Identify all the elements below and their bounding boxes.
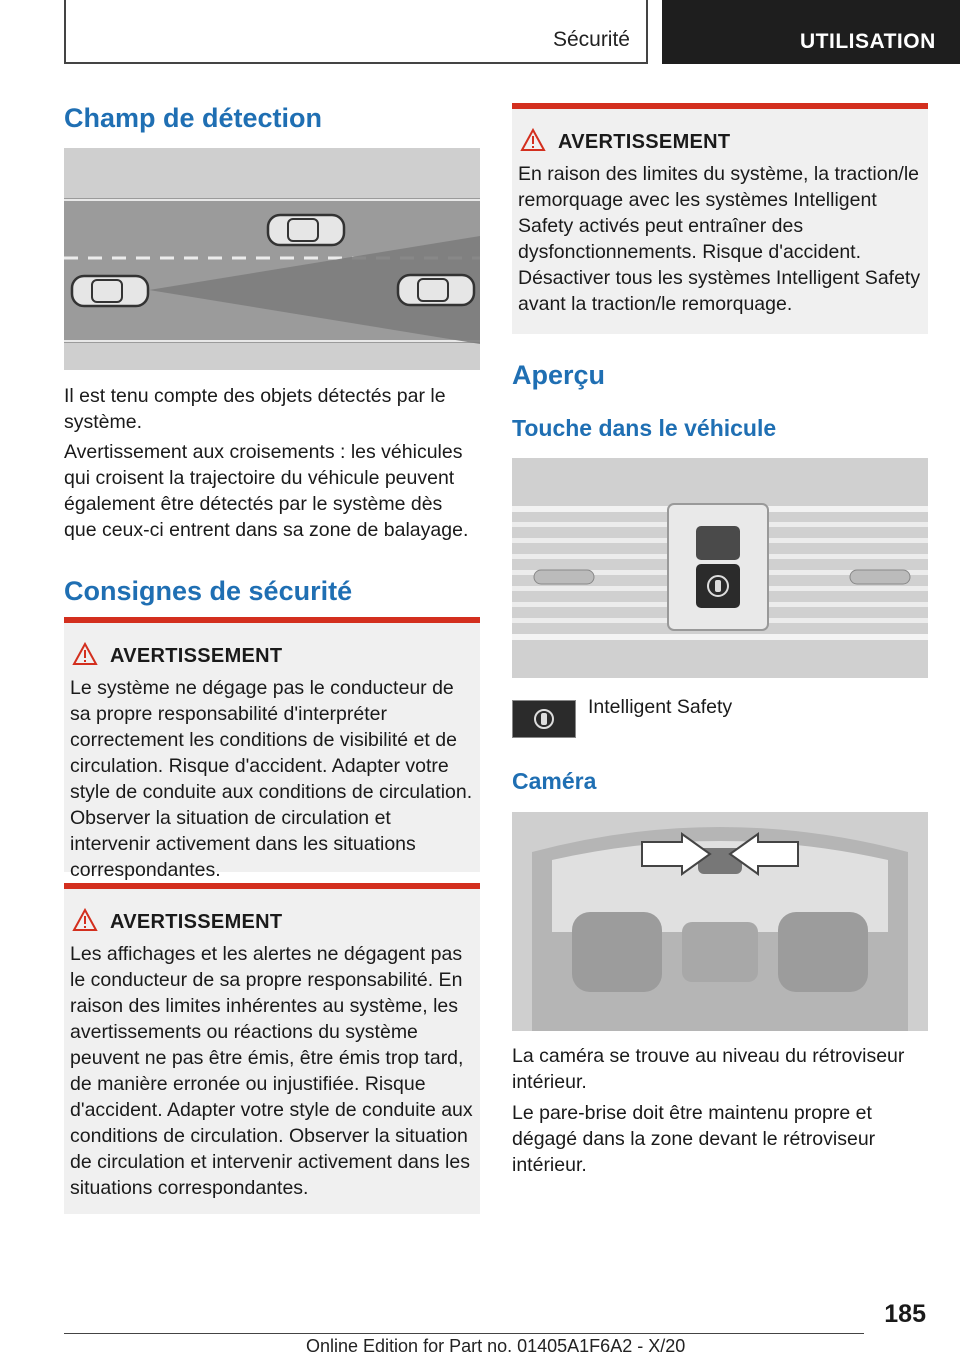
page-number: 185 xyxy=(884,1300,926,1328)
warning-triangle-icon xyxy=(72,642,98,666)
car-icon xyxy=(268,215,344,245)
heading-safety: Consignes de sécurité xyxy=(64,576,353,606)
car-interior-illustration xyxy=(512,812,928,1031)
warning-box-towing xyxy=(512,103,928,334)
heading-touche: Touche dans le véhicule xyxy=(512,415,777,441)
camera-paragraph-1: La caméra se trouve au niveau du rétroviseur intérieur. xyxy=(512,1045,905,1093)
footer-edition: Online Edition for Part no. 01405A1F6A2 - X/20 xyxy=(306,1336,686,1356)
warning-text: Les affichages et les alertes ne dégagent pas le conducteur de sa propre responsabilité. En raison des limites inhérentes au système, les avertissements ou réactions du système peuvent ne pas être émis, être émis trop tard, de manière erronée ou injustifiée. Risque d'accident. Adapter votre style de conduite aux conditions de circulation. Observer la situation de circulation et intervenir activement dans les situations correspondantes. xyxy=(70,943,473,1199)
detection-paragraph-2: Avertissement aux croisements : les véhicules qui croisent la trajectoire du véhicule peuvent également être détectés par le système dès que ceux-ci entrent dans sa zone de balayage. xyxy=(64,441,469,541)
warning-triangle-icon xyxy=(520,128,546,152)
warning-text: Le système ne dégage pas le conducteur de sa propre responsabilité d'interpréter correctement les conditions de visibilité et de circulation. Risque d'accident. Adapter votre style de conduite aux conditions de circulation. Observer la situation de circulation et intervenir activement dans les situations correspondantes. xyxy=(70,677,473,881)
footer-divider xyxy=(64,1333,864,1334)
detection-paragraph-1: Il est tenu compte des objets détectés par le système. xyxy=(64,385,446,433)
car-icon xyxy=(398,275,474,305)
heading-camera: Caméra xyxy=(512,768,597,794)
header-chapter-tab xyxy=(662,0,960,64)
intelligent-safety-icon xyxy=(513,701,575,737)
car-icon xyxy=(72,276,148,306)
dashboard-vents-illustration xyxy=(512,458,928,678)
warning-triangle-icon xyxy=(72,908,98,932)
intelligent-safety-label: Intelligent Safety xyxy=(588,696,733,718)
warning-title: AVERTISSEMENT xyxy=(558,131,731,153)
warning-text: En raison des limites du système, la traction/le remorquage avec les systèmes Intelligent Safety activés peut entraîner des dysfonctionnements. Risque d'accident. Désactiver tous les systèmes Intelligent Safety avant la traction/le remorquage. xyxy=(518,163,921,315)
button-location-figure xyxy=(512,458,928,678)
header-section-title: Sécurité xyxy=(552,28,630,51)
warning-title: AVERTISSEMENT xyxy=(110,645,283,667)
camera-paragraph-2: Le pare-brise doit être maintenu propre et dégagé dans la zone devant le rétroviseur intérieur. xyxy=(512,1102,876,1176)
heading-apercu: Aperçu xyxy=(512,360,606,390)
header-chapter-title: UTILISATION xyxy=(800,30,936,53)
detection-field-figure xyxy=(64,148,480,370)
warning-title: AVERTISSEMENT xyxy=(110,911,283,933)
warning-box-driver-responsibility xyxy=(64,617,480,881)
heading-detection: Champ de détection xyxy=(64,103,323,133)
warning-box-alerts xyxy=(64,883,480,1214)
detection-field-illustration xyxy=(64,148,480,370)
intelligent-safety-button-thumbnail xyxy=(512,700,576,738)
camera-location-figure xyxy=(512,812,928,1031)
header-section-box xyxy=(64,0,648,64)
